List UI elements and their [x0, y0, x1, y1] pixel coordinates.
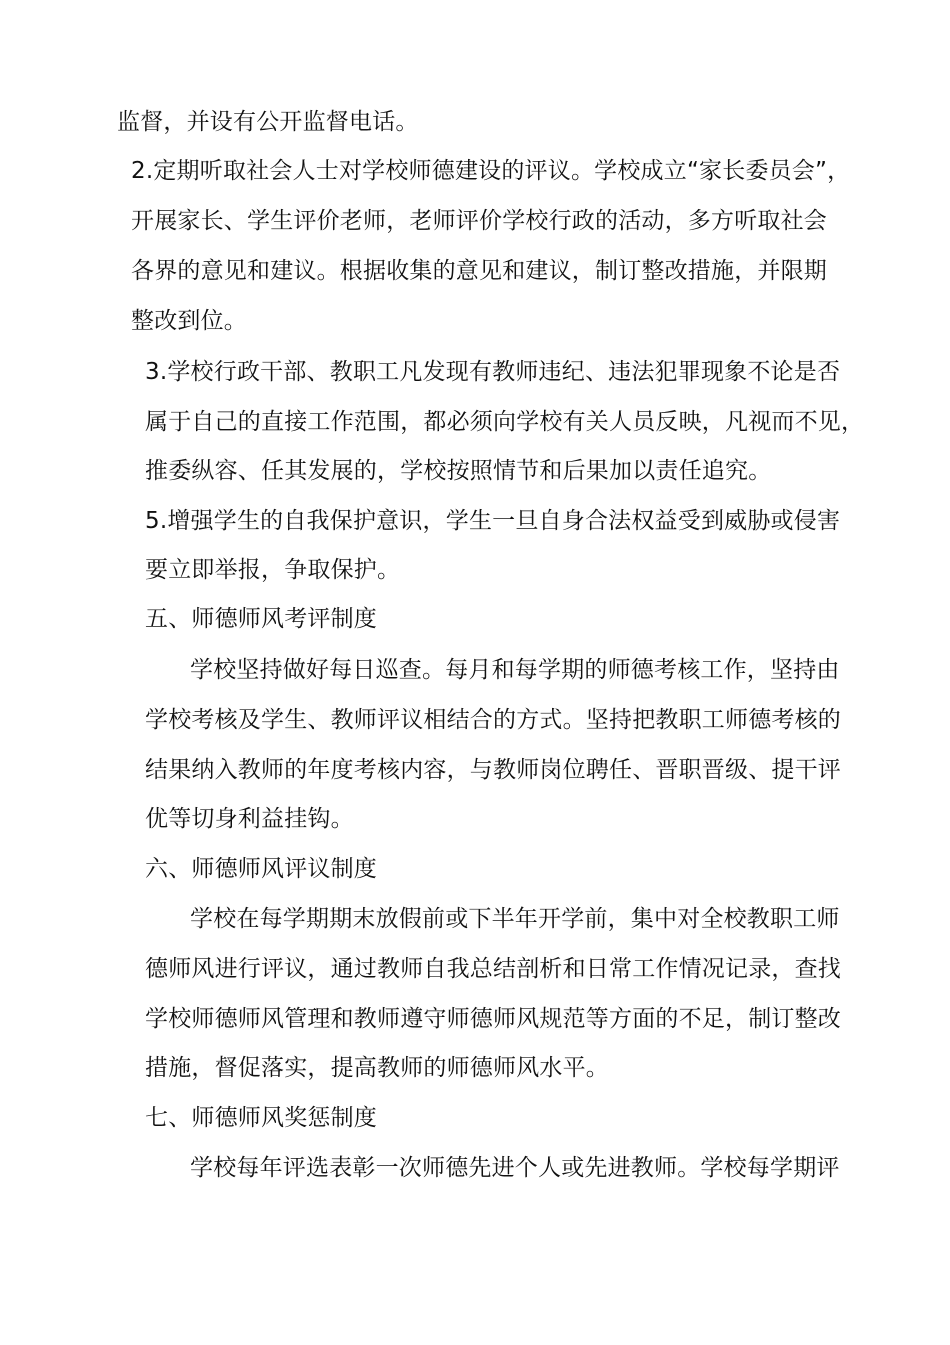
text-line: 5.增强学生的自我保护意识，学生一旦自身合法权益受到威胁或侵害 [145, 508, 841, 534]
text-line: 监督，并设有公开监督电话。 [117, 109, 419, 135]
text-line: 学校坚持做好每日巡查。每月和每学期的师德考核工作，坚持由 [190, 657, 840, 683]
section-heading: 五、师德师风考评制度 [145, 606, 377, 632]
text-line: 德师风进行评议，通过教师自我总结剖析和日常工作情况记录，查找 [145, 956, 841, 982]
text-line: 优等切身利益挂钩。 [145, 806, 354, 832]
text-line: 学校每年评选表彰一次师德先进个人或先进教师。学校每学期评 [190, 1155, 840, 1181]
text-line: 学校师德师风管理和教师遵守师德师风规范等方面的不足，制订整改 [145, 1006, 841, 1032]
text-line: 2.定期听取社会人士对学校师德建设的评议。学校成立“家长委员会”， [131, 158, 851, 184]
text-line: 结果纳入教师的年度考核内容，与教师岗位聘任、晋职晋级、提干评 [145, 757, 841, 783]
text-line: 推委纵容、任其发展的，学校按照情节和后果加以责任追究。 [145, 458, 772, 484]
text-line: 要立即举报，争取保护。 [145, 557, 401, 583]
text-line: 学校在每学期期末放假前或下半年开学前，集中对全校教职工师 [190, 906, 840, 932]
section-heading: 六、师德师风评议制度 [145, 856, 377, 882]
text-line: 3.学校行政干部、教职工凡发现有教师违纪、违法犯罪现象不论是否 [145, 359, 841, 385]
text-line: 各界的意见和建议。根据收集的意见和建议，制订整改措施，并限期 [131, 258, 827, 284]
text-line: 属于自己的直接工作范围，都必须向学校有关人员反映，凡视而不见， [145, 409, 865, 435]
text-line: 整改到位。 [131, 308, 247, 334]
section-heading: 七、师德师风奖惩制度 [145, 1105, 377, 1131]
text-line: 措施，督促落实，提高教师的师德师风水平。 [145, 1055, 609, 1081]
text-line: 学校考核及学生、教师评议相结合的方式。坚持把教职工师德考核的 [145, 707, 841, 733]
text-line: 开展家长、学生评价老师，老师评价学校行政的活动，多方听取社会 [131, 208, 827, 234]
